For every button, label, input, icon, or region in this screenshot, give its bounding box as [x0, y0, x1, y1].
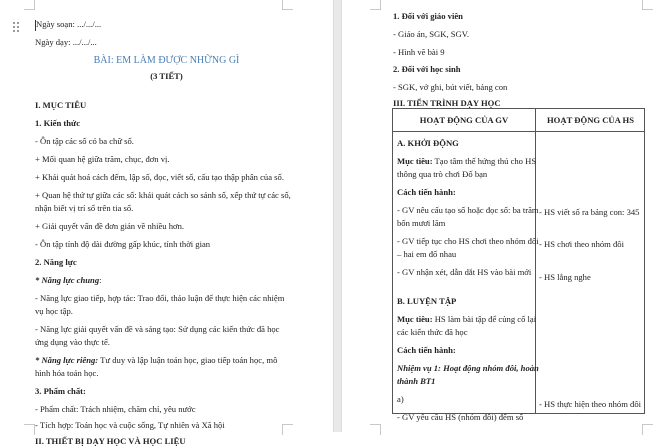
competence-heading[interactable]: 2. Năng lực — [35, 257, 77, 267]
margin-corner-mark — [282, 424, 293, 435]
hs-response[interactable]: - HS thực hiện theo nhóm đôi — [539, 399, 642, 409]
margin-corner-mark — [24, 424, 35, 435]
general-competence-item[interactable]: - Năng lực giao tiếp, hợp tác: Trao đổi, thảo luận để thực hiện các nhiệm — [35, 293, 285, 303]
specific-competence-cont[interactable]: hình hóa toán học. — [35, 368, 99, 378]
margin-corner-mark — [370, 0, 381, 10]
margin-corner-mark — [642, 424, 653, 435]
date-taught[interactable]: Ngày dạy: .../.../... — [35, 37, 97, 47]
specific-competence-text: Tư duy và lập luận toán học, giao tiếp toán học, mô — [98, 355, 278, 365]
knowledge-item[interactable]: + Khái quát hoá cách đếm, lập số, đọc, viết số, cấu tạo thập phân của số. — [35, 172, 284, 182]
general-competence-label-text: * Năng lực chung — [35, 275, 100, 285]
hs-response[interactable]: - HS chơi theo nhóm đôi — [539, 239, 624, 249]
qualities-heading[interactable]: 3. Phẩm chất: — [35, 386, 86, 396]
paragraph-drag-handle-icon[interactable] — [13, 22, 19, 32]
document-page-right — [342, 0, 650, 432]
lesson-title[interactable]: BÀI: EM LÀM ĐƯỢC NHỮNG GÌ — [93, 55, 240, 66]
knowledge-item[interactable]: + Quan hệ thứ tự giữa các số: khái quát cách so sánh số, xếp thứ tự các số, — [35, 190, 291, 200]
gv-step[interactable]: - GV nêu cấu tạo số hoặc đọc số: ba trăm — [397, 205, 539, 215]
specific-competence[interactable] — [35, 355, 277, 366]
warmup-goal-cont[interactable]: thông qua trò chơi Đố bạn — [397, 169, 488, 179]
task-1-heading-cont[interactable]: thành BT1 — [397, 376, 436, 386]
warmup-goal-text: Tạo tâm thế hứng thú cho HS — [432, 156, 537, 166]
activity-table[interactable] — [392, 108, 645, 422]
warmup-goal[interactable] — [397, 156, 536, 167]
qualities-item[interactable]: - Tích hợp: Toán học và cuộc sống, Tự nhiên và Xã hội — [35, 420, 225, 430]
knowledge-item[interactable]: - Ôn tập tính độ dài đường gấp khúc, tính thời gian — [35, 239, 211, 249]
gv-step[interactable]: - GV yêu cầu HS (nhóm đôi) đếm số — [397, 412, 524, 422]
knowledge-heading[interactable]: 1. Kiến thức — [35, 118, 81, 128]
qualities-item[interactable]: - Phẩm chất: Trách nhiệm, chăm chỉ, yêu nước — [35, 404, 196, 414]
teacher-heading[interactable]: 1. Đối với giáo viên — [393, 11, 463, 21]
practice-goal-label: Mục tiêu: — [397, 314, 433, 324]
method-label[interactable]: Cách tiến hành: — [397, 187, 456, 197]
table-header-hs[interactable]: HOẠT ĐỘNG CỦA HS — [547, 115, 634, 125]
page-gap — [333, 0, 342, 432]
hs-response[interactable]: - HS lắng nghe — [539, 272, 591, 282]
teacher-item[interactable]: - Hình vẽ bài 9 — [393, 47, 445, 57]
gv-step-cont[interactable]: bốn mươi lăm — [397, 218, 446, 228]
general-competence-label[interactable] — [35, 275, 102, 286]
general-competence-colon: : — [99, 275, 102, 285]
method-label[interactable]: Cách tiến hành: — [397, 345, 456, 355]
general-competence-item[interactable]: - Năng lực giải quyết vấn đề và sáng tạo: Sử dụng các kiến thức đã học — [35, 324, 280, 334]
table-header-divider — [393, 131, 644, 132]
student-heading[interactable]: 2. Đối với học sinh — [393, 64, 461, 74]
task-1-heading[interactable]: Nhiệm vụ 1: Hoạt động nhóm đôi, hoàn — [397, 363, 539, 373]
practice-heading[interactable]: B. LUYỆN TẬP — [397, 296, 457, 306]
knowledge-item[interactable]: nhận biết vị trí số trên tia số. — [35, 203, 134, 213]
practice-goal-text: HS làm bài tập để củng cố lại — [432, 314, 537, 324]
knowledge-item[interactable]: - Ôn tập các số có ba chữ số. — [35, 136, 134, 146]
margin-corner-mark — [642, 0, 653, 10]
lesson-periods[interactable]: (3 TIẾT) — [150, 71, 183, 81]
knowledge-item[interactable]: + Giải quyết vấn đề đơn giản về nhiều hơn. — [35, 221, 185, 231]
date-prepared[interactable]: Ngày soạn: .../.../... — [36, 19, 102, 29]
margin-corner-mark — [370, 424, 381, 435]
margin-corner-mark — [282, 0, 293, 10]
part-a-label[interactable]: a) — [397, 394, 404, 404]
general-competence-item[interactable]: vụ học tập. — [35, 306, 73, 316]
gv-step[interactable]: - GV tiếp tục cho HS chơi theo nhóm đôi — [397, 236, 539, 246]
practice-goal-cont[interactable]: các kiến thức đã học — [397, 327, 468, 337]
hs-response[interactable]: - HS viết số ra bảng con: 345 — [539, 207, 640, 217]
teacher-item[interactable]: - Giáo án, SGK, SGV. — [393, 29, 469, 39]
practice-goal[interactable] — [397, 314, 536, 325]
general-competence-item[interactable]: ứng dụng vào thực tế. — [35, 337, 110, 347]
specific-competence-label: * Năng lực riêng: — [35, 355, 99, 365]
warmup-goal-label: Mục tiêu: — [397, 156, 433, 166]
table-header-gv[interactable]: HOẠT ĐỘNG CỦA GV — [419, 115, 509, 125]
section-heading-process[interactable]: III. TIẾN TRÌNH DẠY HỌC — [393, 98, 501, 108]
warmup-heading[interactable]: A. KHỞI ĐỘNG — [397, 138, 459, 148]
section-heading-equipment[interactable]: II. THIẾT BỊ DẠY HỌC VÀ HỌC LIỆU — [35, 436, 186, 446]
student-item[interactable]: - SGK, vở ghi, bút viết, bảng con — [393, 82, 508, 92]
gv-step-cont[interactable]: – hai em đố nhau — [397, 249, 457, 259]
knowledge-item[interactable]: + Mối quan hệ giữa trăm, chục, đơn vị. — [35, 154, 170, 164]
section-heading-objectives[interactable]: I. MỤC TIÊU — [35, 100, 87, 110]
gv-step[interactable]: - GV nhận xét, dẫn dắt HS vào bài mới — [397, 267, 532, 277]
margin-corner-mark — [24, 0, 35, 10]
